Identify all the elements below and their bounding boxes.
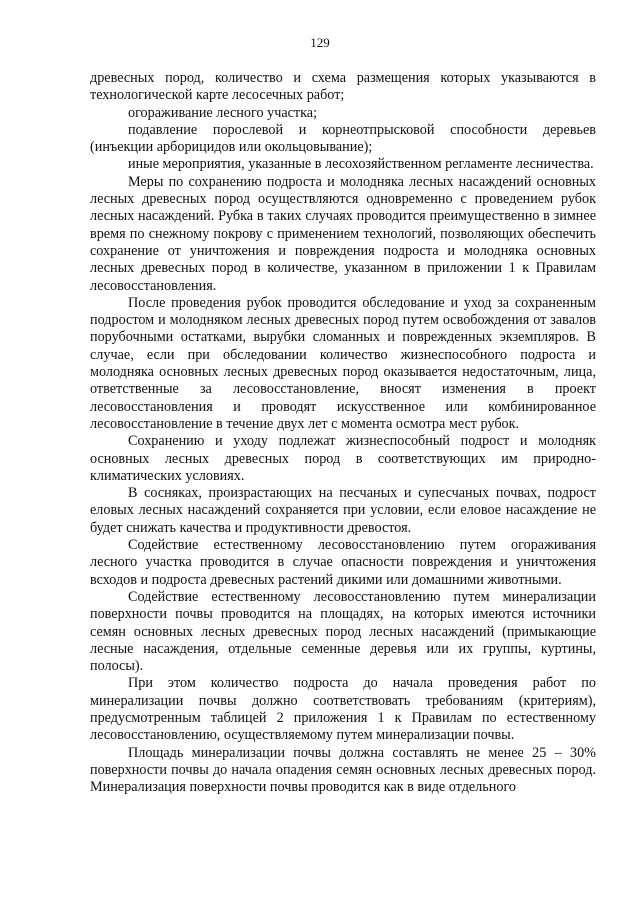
- paragraph: огораживание лесного участка;: [128, 104, 318, 121]
- paragraph: Меры по сохранению подроста и молодняка лесных насаждений основных лесных древесных пород осуществляются одновременно с проведением рубок лесных насаждений. Рубка в таких случаях проводится преимущественно в зимнее время по снежному покрову с применением технологий, позволяющих обеспечить сохранение от уничтожения и повреждения подроста и молодняка основных лесных древесных пород в количестве, указанном в приложении 1 к Правилам лесовосстановления.: [90, 173, 596, 294]
- paragraph: Площадь минерализации почвы должна составлять не менее 25 – 30% поверхности почвы до начала опадения семян основных лесных древесных пород. Минерализация поверхности почвы проводится как в виде отдельного: [90, 744, 596, 796]
- document-body: [90, 70, 596, 796]
- paragraph: Содействие естественному лесовосстановлению путем огораживания лесного участка проводится в случае опасности повреждения и уничтожения всходов и подроста древесных растений дикими или домашними животными.: [90, 537, 596, 588]
- paragraph: Сохранению и уходу подлежат жизнеспособный подрост и молодняк основных лесных древесных пород в соответствующих им природно-климатических условиях.: [90, 433, 596, 484]
- paragraph-continued: древесных пород, количество и схема размещения которых указываются в технологической карте лесосечных работ;: [90, 70, 596, 104]
- page-number: 129: [310, 35, 330, 50]
- paragraph: При этом количество подроста до начала проведения работ по минерализации почвы должно соответствовать требованиям (критериям), предусмотренным таблицей 2 приложения 1 к Правилам по естественному лесовосстановлению, осуществляемому путем минерализации почвы.: [90, 675, 596, 744]
- paragraph: иные мероприятия, указанные в лесохозяйственном регламенте лесничества.: [128, 156, 594, 173]
- paragraph: Содействие естественному лесовосстановлению путем минерализации поверхности почвы проводится на площадях, на которых имеются источники семян основных лесных древесных пород лесных насаждений (примыкающие лесные насаждения, отдельные семенные деревья или их группы, куртины, полосы).: [90, 588, 596, 675]
- paragraph: В сосняках, произрастающих на песчаных и супесчаных почвах, подрост еловых лесных насаждений сохраняется при условии, если еловое насаждение не будет снижать качества и продуктивности древостоя.: [90, 485, 596, 536]
- paragraph: подавление порослевой и корнеотпрысковой способности деревьев (инъекции арборицидов или окольцовывание);: [90, 121, 596, 156]
- paragraph: После проведения рубок проводится обследование и уход за сохраненным подростом и молодняком лесных древесных пород путем освобождения от завалов порубочными остатками, вырубки сломанных и поврежденных экземпляров. В случае, если при обследовании количество жизнеспособного подроста и молодняка основных лесных древесных пород оказывается недостаточным, лица, ответственные за лесовосстановление, вносят изменения в проект лесовосстановления и проводят искусственное или комбинированное лесовосстановление в течение двух лет с момента осмотра мест рубок.: [90, 294, 596, 432]
